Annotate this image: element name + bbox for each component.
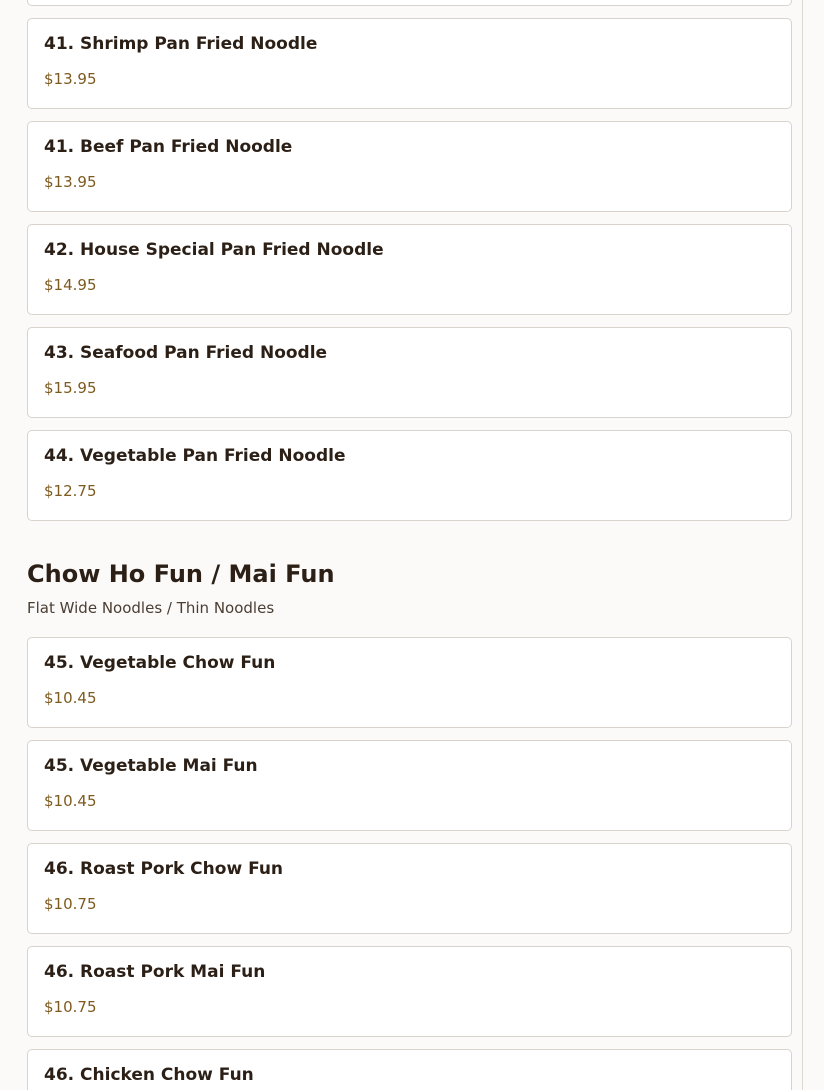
menu-item-price: $13.95 [44, 173, 97, 191]
menu-item-card[interactable] [27, 121, 792, 212]
menu-item-name: 45. Vegetable Chow Fun [44, 653, 276, 673]
menu-item-name: 45. Vegetable Mai Fun [44, 756, 258, 776]
menu-item-price: $10.75 [44, 895, 97, 913]
menu-item-name: 41. Shrimp Pan Fried Noodle [44, 34, 318, 54]
menu-item-card[interactable] [27, 430, 792, 521]
section-subtitle: Flat Wide Noodles / Thin Noodles [27, 599, 275, 617]
menu-item-name: 41. Beef Pan Fried Noodle [44, 137, 293, 157]
menu-item-card[interactable] [27, 740, 792, 831]
menu-item-card[interactable] [27, 946, 792, 1037]
menu-item-card[interactable] [27, 843, 792, 934]
menu-item-price: $10.75 [44, 998, 97, 1016]
menu-item-name: 44. Vegetable Pan Fried Noodle [44, 446, 346, 466]
menu-item-price: $10.45 [44, 792, 97, 810]
menu-item-card[interactable] [27, 1049, 792, 1090]
menu-item-name: 46. Chicken Chow Fun [44, 1065, 254, 1085]
menu-item-price: $13.95 [44, 70, 97, 88]
menu-item-name: 46. Roast Pork Chow Fun [44, 859, 284, 879]
menu-item-name: 43. Seafood Pan Fried Noodle [44, 343, 328, 363]
menu-item-price: $14.95 [44, 276, 97, 294]
menu-item-card[interactable] [27, 637, 792, 728]
menu-item-name: 42. House Special Pan Fried Noodle [44, 240, 384, 260]
menu-item-card[interactable] [27, 18, 792, 109]
menu-item-name: 46. Roast Pork Mai Fun [44, 962, 266, 982]
menu-item-card-partial[interactable] [27, 0, 792, 6]
section-title: Chow Ho Fun / Mai Fun [27, 560, 335, 588]
menu-item-price: $12.75 [44, 482, 97, 500]
scroll-edge-divider [802, 0, 803, 1090]
menu-item-price: $15.95 [44, 379, 97, 397]
menu-item-card[interactable] [27, 224, 792, 315]
menu-item-card[interactable] [27, 327, 792, 418]
menu-item-price: $10.45 [44, 689, 97, 707]
